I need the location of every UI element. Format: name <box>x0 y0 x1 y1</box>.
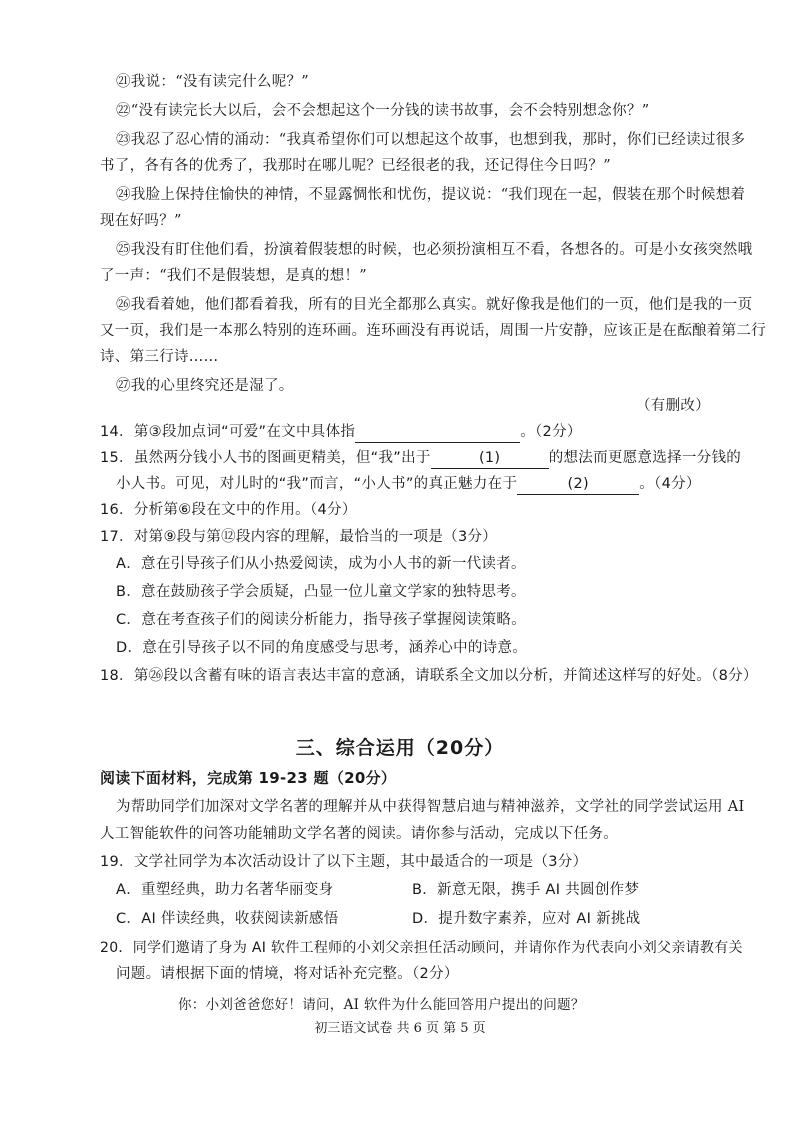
page-footer: 初三语文试卷 共 6 页 第 5 页 <box>314 1021 486 1036</box>
paragraph-23-line2: 书了，各有各的优秀了，我那时在哪儿呢？已经很老的我，还记得住今日吗？” <box>100 158 611 174</box>
paragraph-25-line2: 了一声：“我们不是假装想，是真的想！” <box>100 268 368 284</box>
question-17: 17．对第⑨段与第⑫段内容的理解，最恰当的一项是（3分） <box>100 529 498 545</box>
dialogue-line: 你：小刘爸爸您好！请问，AI 软件为什么能回答用户提出的问题？ <box>178 997 585 1013</box>
paragraph-26-line1: ㉖我看着她，他们都看着我，所有的目光全都那么真实。就好像我是他们的一页，他们是我的一页 <box>116 297 753 313</box>
q19-option-b[interactable]: B．新意无限，携手 AI 共圆创作梦 <box>412 882 640 898</box>
question-15-line2 <box>116 474 746 495</box>
question-15-text-mid: 的想法而更愿意选择一分钱的 <box>548 450 742 466</box>
q17-option-b[interactable]: B．意在鼓励孩子学会质疑，凸显一位儿童文学家的独特思考。 <box>116 584 526 600</box>
question-20-line2: 问题。请根据下面的情境，将对话补充完整。（2分） <box>116 966 459 982</box>
question-19: 19．文学社同学为本次活动设计了以下主题，其中最适合的一项是（3分） <box>100 854 588 870</box>
q19-option-d[interactable]: D．提升数字素养，应对 AI 新挑战 <box>412 911 641 927</box>
paragraph-24-line1: ㉔我脸上保持住愉快的神情，不显露惆怅和忧伤，提议说：“我们现在一起，假装在那个时候想着 <box>116 187 746 203</box>
answer-blank-15-2[interactable] <box>517 474 639 495</box>
material-line1: 为帮助同学们加深对文学名著的理解并从中获得智慧启迪与精神滋养，文学社的同学尝试运用 AI <box>116 799 745 815</box>
question-15-text-2: 小人书。可见，对儿时的“我”而言，“小人书”的真正魅力在于 <box>116 476 518 492</box>
paragraph-26-line3: 诗、第三行诗…… <box>100 349 219 365</box>
question-16: 16．分析第⑥段在文中的作用。（4分） <box>100 502 357 518</box>
paragraph-23-line1: ㉓我忍了忍心情的涌动：“我真希望你们可以想起这个故事，也想到我，那时，你们已经读过很多 <box>116 132 746 148</box>
question-14-text: 14．第③段加点词“可爱”在文中具体指 <box>100 424 356 440</box>
paragraph-22: ㉒“没有读完长大以后，会不会想起这个一分钱的读书故事，会不会特别想念你？” <box>116 103 650 119</box>
blank-label-1: (1) <box>478 450 501 466</box>
question-20-line1: 20．同学们邀请了身为 AI 软件工程师的小刘父亲担任活动顾问，并请你作为代表向小刘父亲请教有关 <box>100 940 743 956</box>
question-15-line1 <box>100 448 742 469</box>
blank-label-2: (2) <box>567 476 589 492</box>
q17-option-d[interactable]: D．意在引导孩子以不同的角度感受与思考，涵养心中的诗意。 <box>116 640 528 656</box>
paragraph-27: ㉗我的心里终究还是湿了。 <box>116 378 294 394</box>
q17-option-c[interactable]: C．意在考查孩子们的阅读分析能力，指导孩子掌握阅读策略。 <box>116 612 527 628</box>
question-15-text: 15．虽然两分钱小人书的图画更精美，但“我”出于 <box>100 450 431 466</box>
q17-option-a[interactable]: A．意在引导孩子们从小热爱阅读，成为小人书的新一代读者。 <box>116 556 526 572</box>
section-intro: 阅读下面材料，完成第 19-23 题（20分） <box>100 769 397 787</box>
paragraph-24-line2: 现在好吗？” <box>100 213 182 229</box>
answer-blank-14[interactable] <box>355 422 520 443</box>
q19-option-c[interactable]: C．AI 伴读经典，收获阅读新感悟 <box>116 911 339 927</box>
paragraph-26-line2: 又一页，我们是一本那么特别的连环画。连环画没有再说话，周围一片安静，应该正是在酝酿着第二行 <box>100 323 766 339</box>
answer-blank-15-1[interactable] <box>431 448 549 469</box>
material-line2: 人工智能软件的问答功能辅助文学名著的阅读。请你参与活动，完成以下任务。 <box>100 826 618 842</box>
question-14-score: 。（2分） <box>520 424 582 440</box>
q19-option-a[interactable]: A．重塑经典，助力名著华丽变身 <box>116 882 334 898</box>
question-14 <box>100 422 730 443</box>
source-note: （有删改） <box>636 398 710 414</box>
question-15-score: 。（4分） <box>639 476 701 492</box>
section-title: 三、综合运用（20分） <box>295 737 505 759</box>
paragraph-25-line1: ㉕我没有盯住他们看，扮演着假装想的时候，也必须扮演相互不看，各想各的。可是小女孩突然哦 <box>116 242 753 258</box>
question-18: 18．第㉖段以含蓄有味的语言表达丰富的意涵，请联系全文加以分析，并简述这样写的好处。（8分） <box>100 668 758 684</box>
paragraph-21: ㉑我说：“没有读完什么呢？” <box>116 74 310 90</box>
